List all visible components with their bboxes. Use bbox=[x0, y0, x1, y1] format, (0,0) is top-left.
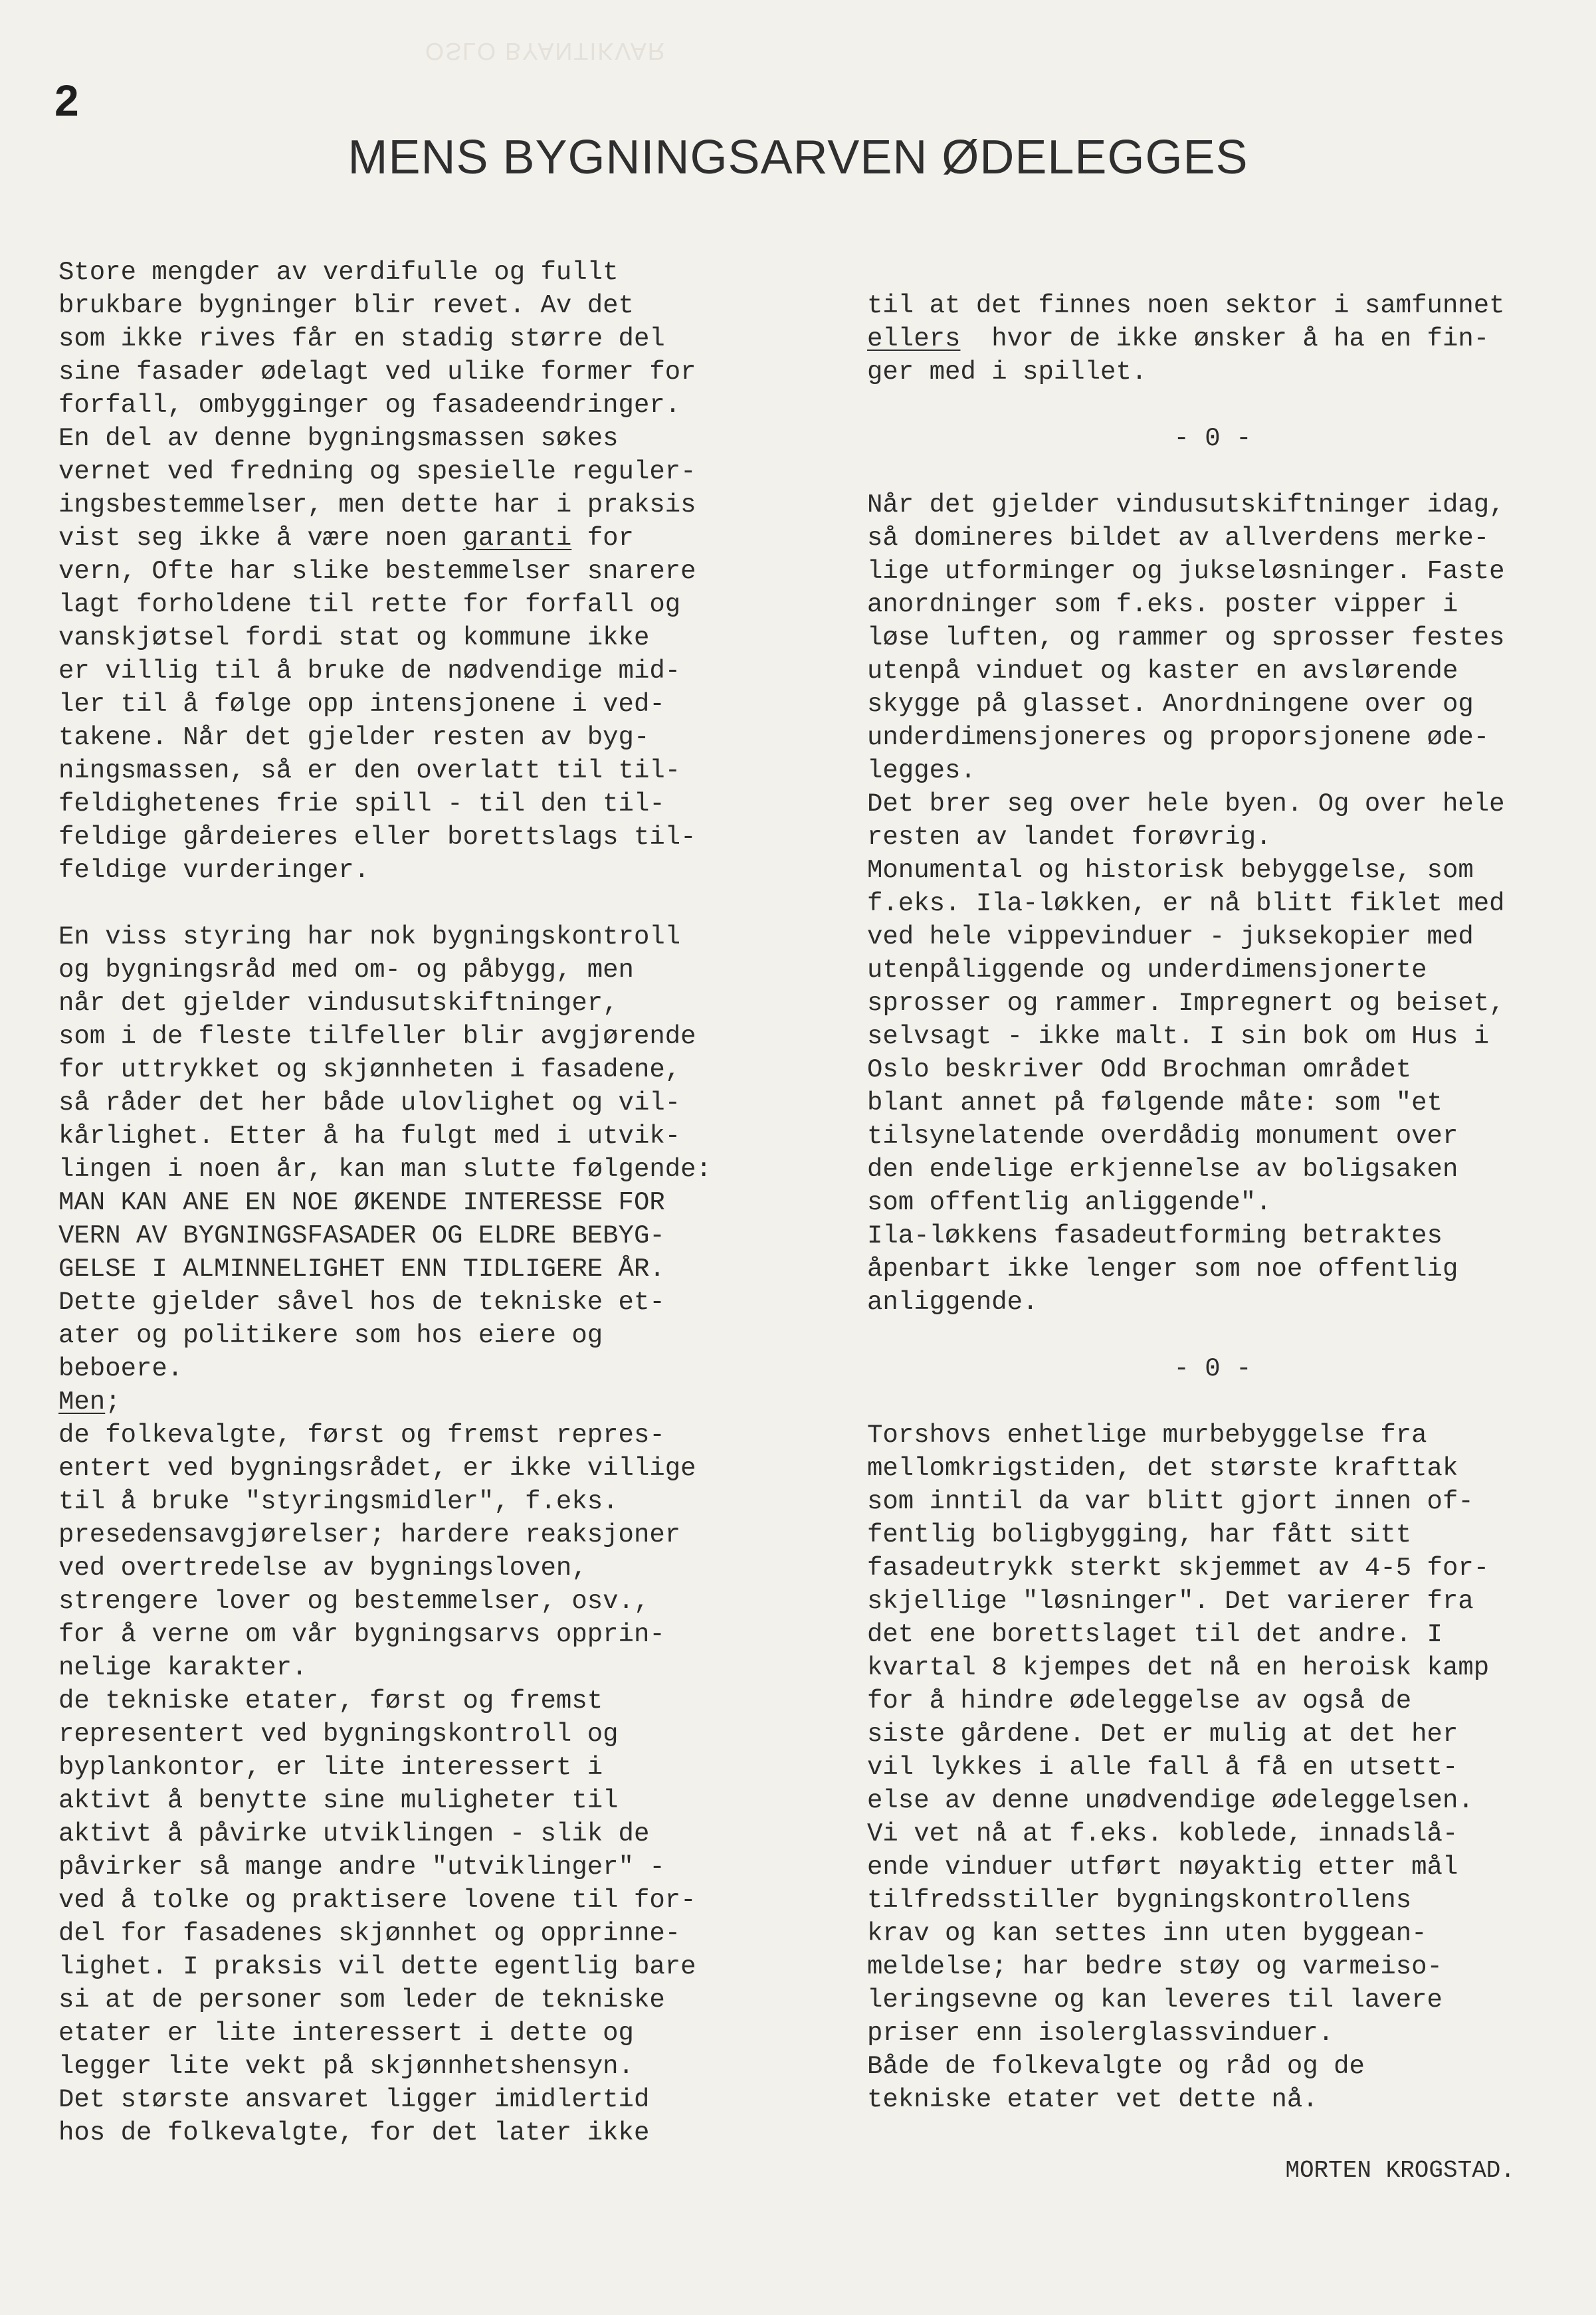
text-line: VERN AV BYGNINGSFASADER OG ELDRE BEBYG- bbox=[58, 1221, 665, 1251]
text-line: påvirker så mange andre "utviklinger" - bbox=[58, 1853, 665, 1882]
text-line: En viss styring har nok bygningskontroll bbox=[58, 922, 681, 952]
text-line: utenpåliggende og underdimensjonerte bbox=[867, 956, 1427, 985]
text-line: underdimensjoneres og proporsjonene øde- bbox=[867, 723, 1490, 752]
text-line: til å bruke "styringsmidler", f.eks. bbox=[58, 1487, 619, 1516]
text-line: er villig til å bruke de nødvendige mid- bbox=[58, 656, 681, 686]
text-line: de folkevalgte, først og fremst repres- bbox=[58, 1421, 665, 1450]
text-line: det ene borettslaget til det andre. I bbox=[867, 1620, 1443, 1649]
text-line: når det gjelder vindusutskiftninger, bbox=[58, 989, 619, 1018]
text-line: f.eks. Ila-løkken, er nå blitt fiklet med bbox=[867, 889, 1505, 918]
text-line: ler til å følge opp intensjonene i ved- bbox=[58, 690, 665, 719]
text-line: sine fasader ødelagt ved ulike former for bbox=[58, 357, 696, 387]
right-column bbox=[867, 289, 1558, 2116]
text-line: priser enn isolerglassvinduer. bbox=[867, 2019, 1334, 2048]
text-line: så domineres bildet av allverdens merke- bbox=[867, 524, 1490, 553]
section-divider: - 0 - bbox=[1173, 1354, 1252, 1383]
text-line: vernet ved fredning og spesielle reguler- bbox=[58, 457, 696, 486]
text-line: sprosser og rammer. Impregnert og beiset, bbox=[867, 989, 1505, 1018]
text-line: ger med i spillet. bbox=[867, 357, 1147, 387]
blank-line bbox=[58, 887, 776, 920]
text-line: En del av denne bygningsmassen søkes bbox=[58, 424, 619, 453]
text-line: lighet. I praksis vil dette egentlig bare bbox=[58, 1952, 696, 1981]
text-line: som inntil da var blitt gjort innen of- bbox=[867, 1487, 1474, 1516]
text-line: anliggende. bbox=[867, 1288, 1039, 1317]
text-line: Vi vet nå at f.eks. koblede, innadslå- bbox=[867, 1819, 1458, 1849]
text-line: Det brer seg over hele byen. Og over hele bbox=[867, 789, 1505, 819]
text-line: byplankontor, er lite interessert i bbox=[58, 1753, 603, 1782]
text-line: Ila-løkkens fasadeutforming betraktes bbox=[867, 1221, 1443, 1251]
blank-line bbox=[867, 389, 1558, 422]
text-line: og bygningsråd med om- og påbygg, men bbox=[58, 956, 634, 985]
text-line: anordninger som f.eks. poster vipper i bbox=[867, 590, 1458, 619]
underlined-word: garanti bbox=[462, 524, 572, 553]
text-line: tilsynelatende overdådig monument over bbox=[867, 1122, 1458, 1151]
text-line: vanskjøtsel fordi stat og kommune ikke bbox=[58, 623, 650, 653]
text-line: vern, Ofte har slike bestemmelser snarere bbox=[58, 557, 696, 586]
text-segment: hvor de ikke ønsker å ha en fin- bbox=[960, 324, 1490, 353]
text-line: kårlighet. Etter å ha fulgt med i utvik- bbox=[58, 1122, 681, 1151]
text-line: feldige vurderinger. bbox=[58, 856, 370, 885]
text-line: Store mengder av verdifulle og fullt bbox=[58, 258, 619, 287]
author-signature: MORTEN KROGSTAD. bbox=[1285, 2157, 1515, 2184]
text-line: ved å tolke og praktisere lovene til for- bbox=[58, 1886, 696, 1915]
text-line: del for fasadenes skjønnhet og opprinne- bbox=[58, 1919, 681, 1948]
text-line: si at de personer som leder de tekniske bbox=[58, 1985, 665, 2015]
blank-line bbox=[867, 455, 1558, 488]
text-line: Dette gjelder såvel hos de tekniske et- bbox=[58, 1288, 665, 1317]
text-line: ved hele vippevinduer - juksekopier med bbox=[867, 922, 1474, 952]
left-column bbox=[58, 256, 776, 2150]
underlined-word: Men bbox=[58, 1387, 106, 1417]
text-line: GELSE I ALMINNELIGHET ENN TIDLIGERE ÅR. bbox=[58, 1255, 665, 1284]
text-segment: ; bbox=[105, 1387, 121, 1417]
text-line: de tekniske etater, først og fremst bbox=[58, 1686, 603, 1716]
text-line bbox=[58, 1385, 776, 1419]
text-line: fasadeutrykk sterkt skjemmet av 4-5 for- bbox=[867, 1554, 1490, 1583]
text-line: Når det gjelder vindusutskiftninger idag, bbox=[867, 490, 1505, 520]
text-line: feldige gårdeieres eller borettslags til- bbox=[58, 823, 696, 852]
text-line: takene. Når det gjelder resten av byg- bbox=[58, 723, 650, 752]
text-line bbox=[58, 522, 776, 555]
text-line: ende vinduer utført nøyaktig etter mål bbox=[867, 1853, 1458, 1882]
text-line: brukbare bygninger blir revet. Av det bbox=[58, 291, 634, 320]
text-line: skjellige "løsninger". Det varierer fra bbox=[867, 1587, 1474, 1616]
text-line: meldelse; har bedre støy og varmeiso- bbox=[867, 1952, 1443, 1981]
text-line: representert ved bygningskontroll og bbox=[58, 1720, 619, 1749]
text-line: Oslo beskriver Odd Brochman området bbox=[867, 1055, 1412, 1084]
text-line: entert ved bygningsrådet, er ikke villige bbox=[58, 1454, 696, 1483]
text-line: lingen i noen år, kan man slutte følgende: bbox=[58, 1155, 712, 1184]
text-line: som ikke rives får en stadig større del bbox=[58, 324, 665, 353]
text-line: Det største ansvaret ligger imidlertid bbox=[58, 2085, 650, 2114]
text-line: mellomkrigstiden, det største krafttak bbox=[867, 1454, 1458, 1483]
text-line bbox=[867, 322, 1558, 355]
text-line: etater er lite interessert i dette og bbox=[58, 2019, 634, 2048]
text-line: legger lite vekt på skjønnhetshensyn. bbox=[58, 2052, 634, 2081]
text-segment: vist seg ikke å være noen bbox=[58, 524, 463, 553]
text-line: til at det finnes noen sektor i samfunnet bbox=[867, 291, 1505, 320]
text-line: else av denne unødvendige ødeleggelsen. bbox=[867, 1786, 1474, 1815]
text-line: for uttrykket og skjønnheten i fasadene, bbox=[58, 1055, 681, 1084]
text-line: resten av landet forøvrig. bbox=[867, 823, 1272, 852]
text-line: som i de fleste tilfeller blir avgjørende bbox=[58, 1022, 696, 1051]
text-line: feldighetenes frie spill - til den til- bbox=[58, 789, 665, 819]
text-line: ingsbestemmelser, men dette har i praksis bbox=[58, 490, 696, 520]
text-line: som offentlig anliggende". bbox=[867, 1188, 1272, 1217]
text-line: tilfredsstiller bygningskontrollens bbox=[867, 1886, 1412, 1915]
text-line: blant annet på følgende måte: som "et bbox=[867, 1088, 1443, 1118]
text-line: forfall, ombygginger og fasadeendringer. bbox=[58, 391, 681, 420]
text-line: aktivt å benytte sine muligheter til bbox=[58, 1786, 619, 1815]
text-line: fentlig boligbygging, har fått sitt bbox=[867, 1520, 1412, 1550]
text-line: aktivt å påvirke utviklingen - slik de bbox=[58, 1819, 650, 1849]
text-line: kvartal 8 kjempes det nå en heroisk kamp bbox=[867, 1653, 1490, 1682]
text-line: lige utforminger og jukseløsninger. Faste bbox=[867, 557, 1505, 586]
text-line: åpenbart ikke lenger som noe offentlig bbox=[867, 1255, 1458, 1284]
text-line: ved overtredelse av bygningsloven, bbox=[58, 1554, 587, 1583]
text-line: Torshovs enhetlige murbebyggelse fra bbox=[867, 1421, 1427, 1450]
faint-stamp: OSLO BYANTIKVAR bbox=[425, 38, 666, 65]
text-line: leringsevne og kan leveres til lavere bbox=[867, 1985, 1443, 2015]
text-line: strengere lover og bestemmelser, osv., bbox=[58, 1587, 650, 1616]
text-line: lagt forholdene til rette for forfall og bbox=[58, 590, 681, 619]
text-line: nelige karakter. bbox=[58, 1653, 308, 1682]
text-line: ningsmassen, så er den overlatt til til- bbox=[58, 756, 681, 785]
blank-line bbox=[867, 1319, 1558, 1352]
text-line: MAN KAN ANE EN NOE ØKENDE INTERESSE FOR bbox=[58, 1188, 665, 1217]
text-line: løse luften, og rammer og sprosser festes bbox=[867, 623, 1505, 653]
text-line: selvsagt - ikke malt. I sin bok om Hus i bbox=[867, 1022, 1490, 1051]
text-line: for å verne om vår bygningsarvs opprin- bbox=[58, 1620, 665, 1649]
text-line: utenpå vinduet og kaster en avslørende bbox=[867, 656, 1458, 686]
text-line: siste gårdene. Det er mulig at det her bbox=[867, 1720, 1458, 1749]
text-line: tekniske etater vet dette nå. bbox=[867, 2085, 1318, 2114]
text-line: legges. bbox=[867, 756, 976, 785]
blank-line bbox=[867, 1385, 1558, 1419]
page-number: 2 bbox=[54, 76, 79, 125]
text-line: Både de folkevalgte og råd og de bbox=[867, 2052, 1365, 2081]
text-line: Monumental og historisk bebyggelse, som bbox=[867, 856, 1474, 885]
text-line: den endelige erkjennelse av boligsaken bbox=[867, 1155, 1458, 1184]
text-segment: for bbox=[571, 524, 634, 553]
text-line: presedensavgjørelser; hardere reaksjoner bbox=[58, 1520, 681, 1550]
text-line: skygge på glasset. Anordningene over og bbox=[867, 690, 1474, 719]
page-title: MENS BYGNINGSARVEN ØDELEGGES bbox=[348, 131, 1248, 184]
text-line: ater og politikere som hos eiere og bbox=[58, 1321, 603, 1350]
text-line: hos de folkevalgte, for det later ikke bbox=[58, 2118, 650, 2148]
text-line: krav og kan settes inn uten byggean- bbox=[867, 1919, 1427, 1948]
text-line: beboere. bbox=[58, 1354, 183, 1383]
text-line: for å hindre ødeleggelse av også de bbox=[867, 1686, 1412, 1716]
underlined-word: ellers bbox=[867, 324, 961, 353]
text-line: vil lykkes i alle fall å få en utsett- bbox=[867, 1753, 1458, 1782]
text-line: så råder det her både ulovlighet og vil- bbox=[58, 1088, 681, 1118]
section-divider: - 0 - bbox=[1173, 424, 1252, 453]
